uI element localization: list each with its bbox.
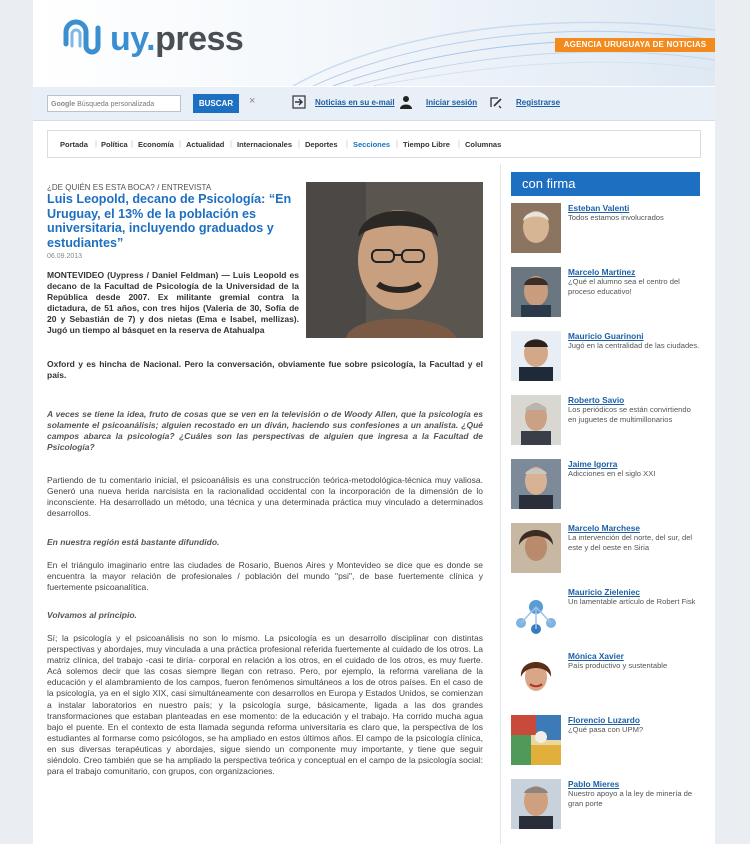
question-2: En nuestra región está bastante difundido. [47,537,220,547]
email-news-link[interactable]: Noticias en su e-mail [315,98,395,107]
nav-item-politica[interactable]: Política [101,140,128,149]
nav-item-secciones[interactable]: Secciones [353,140,391,149]
columnist-avatar[interactable] [511,651,561,701]
register-link[interactable]: Registrarse [516,98,561,107]
columnist-name[interactable]: Florencio Luzardo [568,715,640,725]
columnist-item[interactable] [511,261,700,319]
search-input[interactable] [47,95,181,112]
columnist-headline[interactable]: Nuestro apoyo a la ley de minería de gran porte [568,789,693,808]
nav-separator: | [230,139,232,148]
columnist-item[interactable] [511,325,700,383]
nav-item-deportes[interactable]: Deportes [305,140,338,149]
sidebar-title: con firma [511,172,700,196]
columnist-headline[interactable]: Todos estamos involucrados [568,213,664,222]
nav-item-actualidad[interactable]: Actualidad [186,140,225,149]
article-title: Luis Leopold, decano de Psicología: “En Uruguay, el 13% de la población es universitaria, incluyendo graduados y estudiantes” [47,192,292,250]
nav-separator: | [95,139,97,148]
answer-2: En el triángulo imaginario entre las ciudades de Rosario, Buenos Aires y Montevideo se dice que es donde se encuentra la mayor relación de profesionales / población del mundo "psi", de base fuertemente clínica y fuertemente psicoanalítica. [47,560,483,593]
column-divider [500,164,501,844]
columnist-name[interactable]: Mauricio Guarinoni [568,331,644,341]
login-link[interactable]: Iniciar sesión [426,98,478,107]
columnist-item[interactable] [511,709,700,767]
register-icon[interactable] [489,95,503,109]
email-arrow-icon[interactable] [292,95,306,109]
columnist-headline[interactable]: Un lamentable artículo de Robert Fisk [568,597,696,606]
logo-text-dot: . [146,20,156,58]
user-icon[interactable] [399,95,413,109]
nav-separator: | [179,139,181,148]
site-logo-text[interactable] [110,20,243,59]
columnist-headline[interactable]: La intervención del norte, del sur, del este y del oeste en Siria [568,533,693,552]
painting-thumbnail-icon[interactable] [511,715,561,765]
nav-separator: | [396,139,398,148]
columnist-avatar[interactable] [511,267,561,317]
logo-text-press: press [155,20,244,58]
article-lead-continued: Oxford y es hincha de Nacional. Pero la conversación, obviamente fue sobre psicología, la Facultad y el país. [47,359,483,381]
top-toolbar [33,87,715,121]
columnist-name[interactable]: Jaime Igorra [568,459,618,469]
columnist-headline[interactable]: Los periódicos se están convirtiendo en juguetes de multimillonarios [568,405,691,424]
article-date: 06.09.2013 [47,253,83,260]
columnist-headline[interactable]: ¿Qué el alumno sea el centro del proceso educativo! [568,277,680,296]
answer-1: Partiendo de tu comentario inicial, el psicoanálisis es una construcción teórica-metodológica-técnica muy valiosa. Generó una nueva herida narcisista en la racionalidad occidental con la incorporación de la dimensión de lo inconsciente. Ha desarrollado un método, una técnica y una determinada práctica muy vinculado a determinados desarrollos. [47,475,483,519]
uypress-logo-icon[interactable] [58,14,106,62]
columnist-item[interactable] [511,773,700,831]
columnist-name[interactable]: Marcelo Marchese [568,523,640,533]
answer-3: Sí; la psicología y el psicoanálisis no son lo mismo. La psicología es un desarrollo disciplinar con distintas perspectivas y abordajes, muy vinculada a una práctica profesional referida fuertemente al cuidado de los otros. La matriz clínica, del trabajo -casi te diría- corporal en relación a los otros, en el cuidado de los otros, es muy fuerte. Acá solemos decir que las cosas siempre llegan con retraso. Pero, por ejemplo, la reforma vareliana de la educación y el alambramiento de los campos, fueron fenómenos simultáneos a los de otros países. En el caso de la psicología, ya en el siglo XIX, casi simultáneamente con desarrollos en Europa y Estados Unidos, se comienzan a instalar laboratorios en nuestro país; y la psicología surge, básicamente, ligada a las dos grandes transformaciones que estaban planteadas en ese momento: de la educación y el trabajo. Ha corrido mucha agua bajo el puente. En el contexto de esta llamada segunda reforma universitaria es claro que, la perspectiva de los estudiantes al formarse como psicólogos, se ha ampliado en estos últimos años. El campo de la psicología clínica, en sus diversas terapéuticas y abordajes, sigue siendo un componente muy importante, y tiene que seguir siéndolo. Creo también que se ha ampliado la perspectiva teórica y conceptual en el campo de la psicología social: para el trabajo comunitario, con grupos, con organizaciones. [47,633,483,777]
columnist-avatar[interactable] [511,203,561,253]
nav-separator: | [346,139,348,148]
columnist-avatar[interactable] [511,779,561,829]
network-illustration-icon[interactable] [511,587,561,637]
columnist-name[interactable]: Marcelo Martínez [568,267,636,277]
columnist-item[interactable] [511,581,700,639]
nav-item-tiempo-libre[interactable]: Tiempo Libre [403,140,450,149]
portrait-illustration [306,182,483,338]
agency-label: AGENCIA URUGUAYA DE NOTICIAS [555,38,715,52]
nav-separator: | [298,139,300,148]
nav-item-economia[interactable]: Economía [138,140,174,149]
google-label: Google [51,101,76,108]
columnist-name[interactable]: Roberto Savio [568,395,625,405]
article-kicker[interactable]: ¿DE QUIÉN ES ESTA BOCA? / ENTREVISTA [47,183,212,192]
columnist-avatar[interactable] [511,331,561,381]
nav-separator: | [131,139,133,148]
article-lead: MONTEVIDEO (Uypress / Daniel Feldman) — Luis Leopold es decano de la Facultad de Psicología de la Universidad de la República desde 2007. Ex militante gremial contra la dictadura, de 51 años, con tres hijos (Valeria de 30, Sofía de 20 y Sebastián de 7) y dos nietas (Ema e Isabel, mellizas). Jugó un tiempo al básquet en la reserva de Atahualpa [47,270,299,336]
columnist-headline[interactable]: Jugó en la centralidad de las ciudades. [568,341,700,350]
columnist-headline[interactable]: ¿Qué pasa con UPM? [568,725,644,734]
columnist-headline[interactable]: País productivo y sustentable [568,661,668,670]
columnist-avatar[interactable] [511,523,561,573]
nav-separator: | [458,139,460,148]
clear-search-icon[interactable]: × [249,95,256,107]
site-header [33,0,715,86]
columnist-avatar[interactable] [511,459,561,509]
search-button[interactable]: BUSCAR [193,94,239,113]
columnist-item[interactable] [511,197,700,255]
columnist-item[interactable] [511,389,700,447]
columnist-item[interactable] [511,453,700,511]
main-nav [47,130,701,158]
columnist-avatar[interactable] [511,395,561,445]
nav-item-portada[interactable]: Portada [60,140,88,149]
columnist-name[interactable]: Esteban Valenti [568,203,630,213]
columnist-item[interactable] [511,517,700,575]
question-3: Volvamos al principio. [47,610,137,620]
interviewee-photo [306,182,483,338]
columnist-name[interactable]: Pablo Mieres [568,779,620,789]
logo-text-uy: uy [110,20,147,58]
columnist-item[interactable] [511,645,700,703]
nav-item-columnas[interactable]: Columnas [465,140,502,149]
columnist-headline[interactable]: Adicciones en el siglo XXI [568,469,656,478]
columnist-name[interactable]: Mónica Xavier [568,651,624,661]
columnist-name[interactable]: Mauricio Zieleniec [568,587,640,597]
nav-item-internacionales[interactable]: Internacionales [237,140,293,149]
search-placeholder: Búsqueda personalizada [77,101,155,108]
question-1: A veces se tiene la idea, fruto de cosas que se ven en la televisión o de Woody Allen, que la psicología es solamente el psicoanálisis; alguien recostado en un diván, haciendo sus confesiones a un analista. ¿Qué campos abarca la psicología? ¿Cuáles son las perspectivas de alguien que ingresa a la Facultad de Psicología? [47,409,483,453]
